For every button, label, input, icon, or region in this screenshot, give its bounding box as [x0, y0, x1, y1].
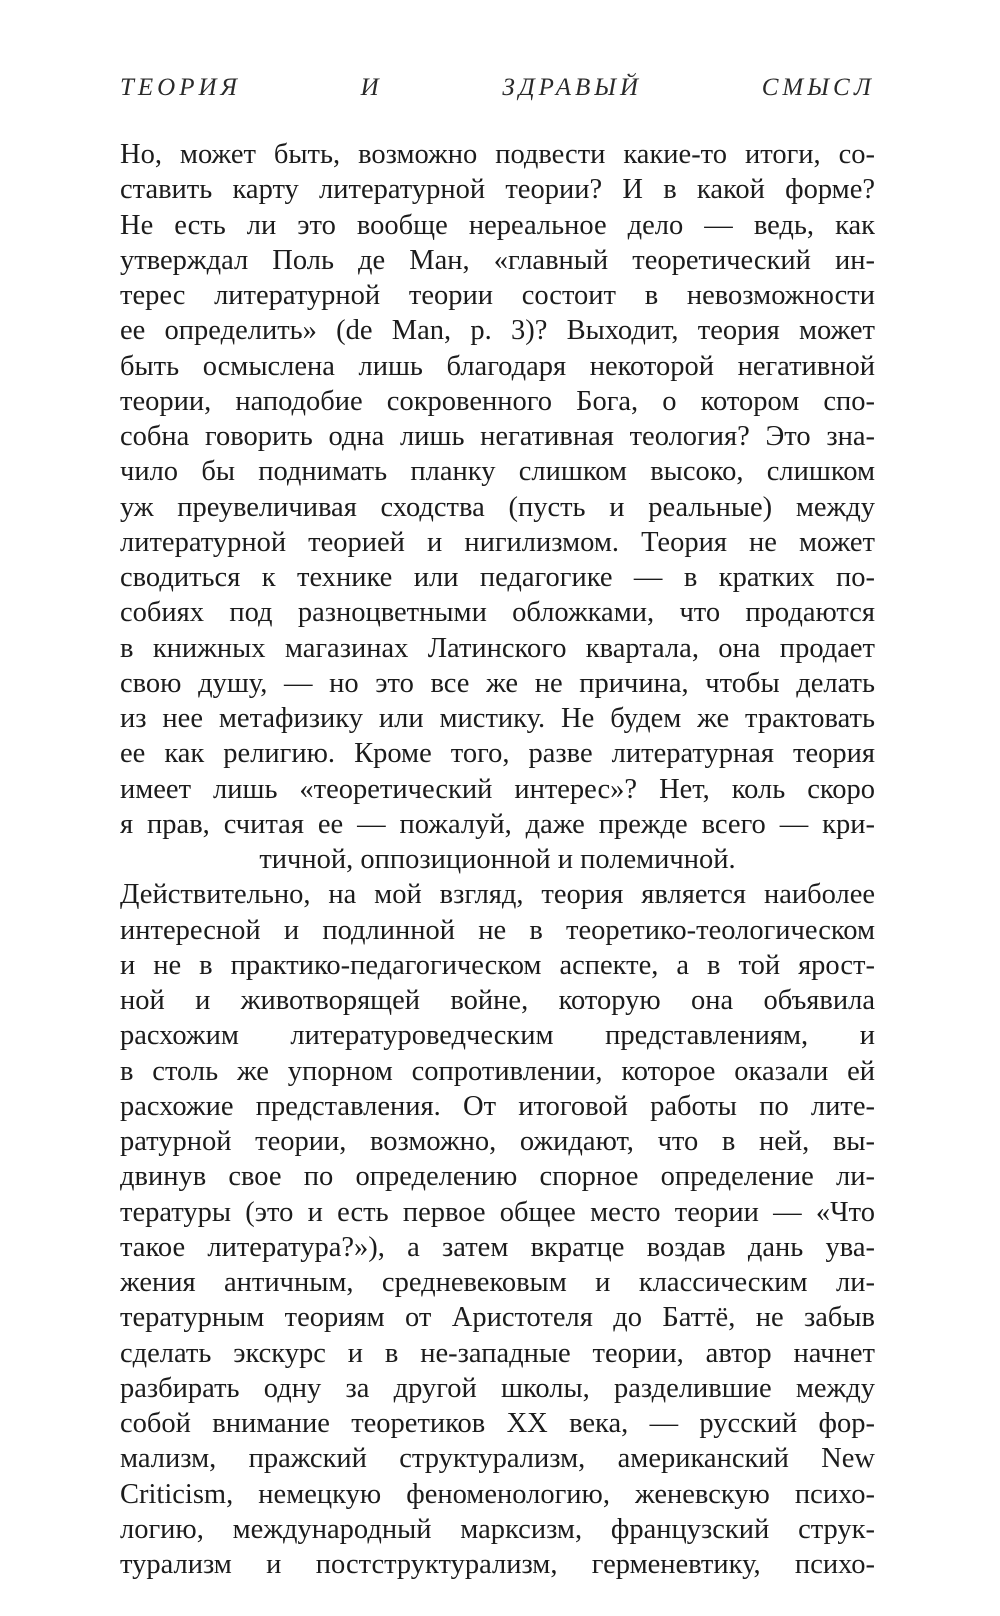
text-line: ее как религию. Кроме того, разве литературная теория	[120, 738, 875, 770]
text-line: ее определить» (de Man, p. 3)? Выходит, теория может	[120, 315, 875, 347]
text-line: быть осмыслена лишь благодаря некоторой негативной	[120, 350, 875, 382]
text-line: Criticism, немецкую феноменологию, женевскую психо-	[120, 1478, 875, 1510]
text-line: и не в практико-педагогическом аспекте, а в той ярост-	[120, 949, 875, 981]
text-line: ратурной теории, возможно, ожидают, что в ней, вы-	[120, 1126, 875, 1157]
text-line: имеет лишь «теоретический интерес»? Нет, коль скоро	[120, 773, 875, 805]
text-line: логию, международный марксизм, французский струк-	[120, 1513, 875, 1545]
text-line: ставить карту литературной теории? И в какой форме?	[120, 174, 875, 206]
text-line: интересной и подлинной не в теоретико-теологическом	[120, 914, 875, 946]
text-line: ной и животворящей войне, которую она объявила	[120, 985, 875, 1016]
text-line: собой внимание теоретиков XX века, — русский фор-	[120, 1408, 875, 1439]
text-line: Действительно, на мой взгляд, теория является наиболее	[120, 879, 875, 911]
text-line: тературным теориям от Аристотеля до Баттё, не забыв	[120, 1302, 875, 1334]
text-line: Не есть ли это вообще нереальное дело — ведь, как	[120, 209, 875, 241]
text-line: сводиться к технике или педагогике — в кратких по-	[120, 562, 875, 593]
text-line: я прав, считая ее — пожалуй, даже прежде всего — кри-	[120, 808, 875, 840]
text-line: чило бы поднимать планку слишком высоко, слишком	[120, 456, 875, 488]
running-header-word: ЗДРАВЫЙ	[502, 74, 643, 101]
running-header-word: СМЫСЛ	[761, 74, 875, 101]
running-header	[120, 74, 875, 102]
text-line: такое литература?»), а затем вкратце воздав дань ува-	[120, 1231, 875, 1263]
running-header-word: И	[360, 74, 383, 101]
text-line: собиях под разноцветными обложками, что продаются	[120, 597, 875, 629]
text-line: разбирать одну за другой школы, разделившие между	[120, 1372, 875, 1404]
text-line: из нее метафизику или мистику. Не будем же трактовать	[120, 703, 875, 734]
body-text	[120, 137, 875, 1582]
text-line: утверждал Поль де Ман, «главный теоретический ин-	[120, 244, 875, 276]
text-line: тературы (это и есть первое общее место теории — «Что	[120, 1196, 875, 1228]
text-line: расхожие представления. От итоговой работы по лите-	[120, 1090, 875, 1122]
text-line: в книжных магазинах Латинского квартала, она продает	[120, 632, 875, 664]
text-line: литературной теорией и нигилизмом. Теория не может	[120, 526, 875, 558]
text-line: тичной, оппозиционной и полемичной.	[259, 844, 736, 875]
text-line: свою душу, — но это все же не причина, чтобы делать	[120, 667, 875, 699]
running-header-word: ТЕОРИЯ	[120, 74, 241, 101]
text-line: Но, может быть, возможно подвести какие-то итоги, со-	[120, 139, 875, 170]
text-line: теории, наподобие сокровенного Бога, о котором спо-	[120, 385, 875, 417]
text-line: сделать экскурс и в не-западные теории, автор начнет	[120, 1337, 875, 1369]
text-line: терес литературной теории состоит в невозможности	[120, 280, 875, 311]
text-line: уж преувеличивая сходства (пусть и реальные) между	[120, 491, 875, 523]
text-line: турализм и постструктурализм, герменевтику, психо-	[120, 1549, 875, 1580]
text-line: собна говорить одна лишь негативная теология? Это зна-	[120, 421, 875, 452]
text-line: мализм, пражский структурализм, американский New	[120, 1443, 875, 1475]
text-line: жения античным, средневековым и классическим ли-	[120, 1267, 875, 1298]
text-line: в столь же упорном сопротивлении, которое оказали ей	[120, 1055, 875, 1087]
text-line: расхожим литературоведческим представлениям, и	[120, 1020, 875, 1052]
text-line: двинув свое по определению спорное определение ли-	[120, 1161, 875, 1193]
